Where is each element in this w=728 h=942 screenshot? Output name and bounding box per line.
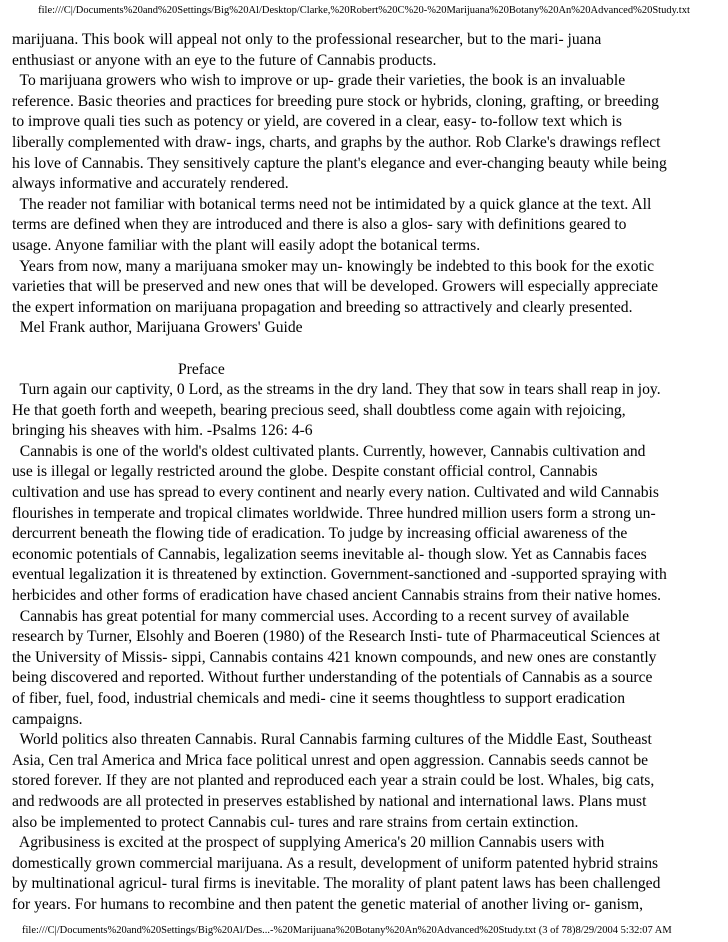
text-line: usage. Anyone familiar with the plant will easily adopt the botanical terms. xyxy=(12,236,481,254)
attribution-line: Mel Frank author, Marijuana Growers' Guide xyxy=(12,319,303,337)
text-line: being discovered and reported. Without further understanding of the potentials of Cannabis as a source xyxy=(12,669,653,687)
text-line: eventual legalization it is threatened by extinction. Government-sanctioned and -supported spraying with xyxy=(12,566,667,584)
text-line: flourishes in temperate and tropical climates worldwide. Three hundred million users form a strong un- xyxy=(12,504,656,522)
text-line: the expert information on marijuana propagation and breeding so attractively and clearly presented. xyxy=(12,298,633,316)
text-line: his love of Cannabis. They sensitively capture the plant's elegance and ever-changing beauty while being xyxy=(12,154,667,172)
text-line: cultivation and use has spread to every continent and nearly every nation. Cultivated and wild Cannabis xyxy=(12,484,659,502)
preface-heading: Preface xyxy=(178,360,225,378)
text-line: domestically grown commercial marijuana. As a result, development of uniform patented hybrid strains xyxy=(12,854,659,872)
text-line: also be implemented to protect Cannabis cul- tures and rare strains from certain extinction. xyxy=(12,813,579,831)
text-line: reference. Basic theories and practices for breeding pure stock or hybrids, cloning, grafting, or breeding xyxy=(12,92,659,110)
text-line: herbicides and other forms of eradication have chased ancient Cannabis strains from their native homes. xyxy=(12,587,662,605)
text-line: research by Turner, Elsohly and Boeren (1980) of the Research Insti- tute of Pharmaceutical Sciences at xyxy=(12,628,661,646)
page-footer-url: file:///C|/Documents%20and%20Settings/Big%20Al/Des...-%20Marijuana%20Botany%20An%20Advanced%20Study.txt (3 of 78)8/29/2004 5:32:07 AM xyxy=(22,925,672,936)
text-line: and redwoods are all protected in preserves established by national and international laws. Plans must xyxy=(12,792,647,810)
text-line: dercurrent beneath the flowing tide of eradication. To judge by increasing official awareness of the xyxy=(12,525,628,543)
text-line: for years. For humans to recombine and then patent the genetic material of another living or- ganism, xyxy=(12,895,644,913)
text-line: varieties that will be preserved and new ones that will be developed. Growers will especially appreciate xyxy=(12,278,659,296)
text-line: of fiber, fuel, food, industrial chemicals and medi- cine it seems thoughtless to support eradication xyxy=(12,690,625,707)
text-line: The reader not familiar with botanical terms need not be intimidated by a quick glance at the text. All xyxy=(12,195,652,213)
text-line: Cannabis is one of the world's oldest cultivated plants. Currently, however, Cannabis cultivation and xyxy=(12,442,646,460)
text-line: economic potentials of Cannabis, legalization seems inevitable al- though slow. Yet as Cannabis faces xyxy=(12,545,647,563)
text-line: Turn again our captivity, 0 Lord, as the streams in the dry land. They that sow in tears shall reap in joy. xyxy=(12,381,661,399)
text-line: Cannabis has great potential for many commercial uses. According to a recent survey of available xyxy=(12,607,630,625)
text-line: Asia, Cen tral America and Mrica face political unrest and open aggression. Cannabis seeds cannot be xyxy=(12,751,649,769)
text-line: terms are defined when they are introduced and there is also a glos- sary with definitions geared to xyxy=(12,216,627,234)
text-line: use is illegal or legally restricted around the globe. Despite constant official control, Cannabis xyxy=(12,463,598,481)
text-line: World politics also threaten Cannabis. Rural Cannabis farming cultures of the Middle East, Southeast xyxy=(12,731,652,749)
text-line: campaigns. xyxy=(12,710,83,728)
document-body xyxy=(12,30,724,916)
text-line: marijuana. This book will appeal not only to the professional researcher, but to the mari- juana xyxy=(12,31,602,48)
text-line: To marijuana growers who wish to improve or up- grade their varieties, the book is an invaluable xyxy=(12,72,626,90)
page-header-url: file:///C|/Documents%20and%20Settings/Big%20Al/Desktop/Clarke,%20Robert%20C%20-%20Marijuana%20Botany%20An%20Advanced%20Study.txt xyxy=(38,5,690,16)
text-line: liberally complemented with draw- ings, charts, and graphs by the author. Rob Clarke's drawings reflect xyxy=(12,133,661,151)
text-line: the University of Missis- sippi, Cannabis contains 421 known compounds, and new ones are constantly xyxy=(12,648,657,666)
text-line: Agribusiness is excited at the prospect of supplying America's 20 million Cannabis users with xyxy=(12,834,605,852)
text-line: Years from now, many a marijuana smoker may un- knowingly be indebted to this book for the exotic xyxy=(12,257,655,275)
text-line: always informative and accurately rendered. xyxy=(12,175,289,193)
text-line: bringing his sheaves with him. -Psalms 126: 4-6 xyxy=(12,422,313,440)
text-line: by multinational agricul- tural firms is inevitable. The morality of plant patent laws has been challenged xyxy=(12,875,661,893)
blank-line xyxy=(12,339,724,360)
text-line: to improve quali ties such as potency or yield, are covered in a clear, easy- to-follow text which is xyxy=(12,113,622,131)
text-line: stored forever. If they are not planted and reproduced each year a strain could be lost. Whales, big cats, xyxy=(12,772,655,790)
text-line: enthusiast or anyone with an eye to the future of Cannabis products. xyxy=(12,51,437,69)
text-line: He that goeth forth and weepeth, bearing precious seed, shall doubtless come again with rejoicing, xyxy=(12,401,626,419)
